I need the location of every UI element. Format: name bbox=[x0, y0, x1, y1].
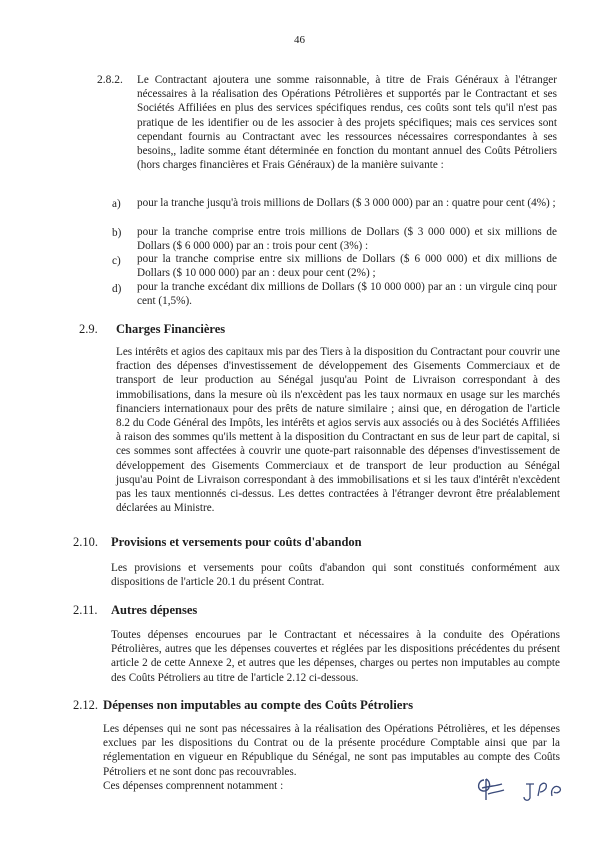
section-number-2-9: 2.9. bbox=[79, 322, 98, 336]
section-number-2-11: 2.11. bbox=[73, 603, 98, 617]
list-item-text: pour la tranche comprise entre six millions de Dollars ($ 6 000 000) et dix millions de Dollars ($ 10 000 000) par an : deux pour cent (2%) ; bbox=[137, 253, 557, 279]
list-item-letter: c) bbox=[112, 255, 121, 267]
list-item-letter: a) bbox=[112, 198, 121, 210]
section-2-8-2-paragraph: Le Contractant ajoutera une somme raisonnable, à titre de Frais Généraux à l'étranger nécessaires à la réalisation des Opérations Pétrolières et supportés par le Contractant et ses Sociétés Affiliées en plus des services spécifiques rendus, ces coûts sont tels qu'il n'est pas pratique de les identifier ou de les associer à des projets spécifiques; mais ces services sont cependant fournis au Contractant avec les ressources nécessaires correspondantes à ses besoins,, ladite somme étant déterminée en fonction du montant annuel des Coûts Pétroliers (hors charges financières et Frais Généraux) de la manière suivante : bbox=[137, 74, 557, 172]
list-item-letter: b) bbox=[112, 227, 122, 239]
section-2-12-paragraph: Les dépenses qui ne sont pas nécessaires à la réalisation des Opérations Pétrolières, et les dépenses exclues par les dispositions du Contrat ou de la présente procédure Comptable ainsi que par la réglementation en vigueur en République du Sénégal, ne sont pas imputables au compte des Coûts Pétroliers et ne sont donc pas recouvrables. bbox=[103, 723, 560, 778]
list-item-text: pour la tranche excédant dix millions de Dollars ($ 10 000 000) par an : un virgule cinq pour cent (1,5%). bbox=[137, 281, 557, 307]
section-heading-2-10: Provisions et versements pour coûts d'abandon bbox=[111, 535, 362, 549]
section-heading-2-9: Charges Financières bbox=[116, 322, 226, 336]
section-2-12-paragraph-2: Ces dépenses comprennent notamment : bbox=[103, 780, 284, 792]
section-heading-2-12: Dépenses non imputables au compte des Coûts Pétroliers bbox=[103, 698, 414, 712]
section-heading-2-11: Autres dépenses bbox=[111, 603, 198, 617]
page-number: 46 bbox=[294, 34, 305, 46]
section-2-10-paragraph: Les provisions et versements pour coûts d'abandon qui sont constitués conformément aux dispositions de l'article 20.1 du présent Contrat. bbox=[111, 562, 560, 589]
section-number-2-12: 2.12. bbox=[73, 698, 98, 712]
list-item-letter: d) bbox=[112, 283, 122, 295]
section-number-2-10: 2.10. bbox=[73, 535, 98, 549]
section-2-11-paragraph: Toutes dépenses encourues par le Contractant et nécessaires à la conduite des Opérations Pétrolières, autres que les dépenses couvertes et réglées par les dispositions précédentes du présent article 2 de cette Annexe 2, et autres que les dépenses, charges ou pertes non imputables au compte des Coûts Pétroliers au titre de l'article 2.12 ci-dessous. bbox=[111, 629, 560, 684]
list-item-text: pour la tranche comprise entre trois millions de Dollars ($ 3 000 000) et six millions de Dollars ($ 6 000 000) par an : trois pour cent (3%) : bbox=[137, 226, 557, 252]
section-number-2-8-2: 2.8.2. bbox=[97, 74, 123, 86]
handwritten-initials bbox=[470, 770, 580, 806]
section-2-9-paragraph: Les intérêts et agios des capitaux mis par des Tiers à la disposition du Contractant pour couvrir une fraction des dépenses d'investissement de développement des Gisements Commerciaux et de transport de leur production au Sénégal jusqu'au Point de Livraison correspondant à des immobilisations, dans la mesure où ils n'excèdent pas les taux normaux en usage sur les marchés financiers internationaux pour des prêts de nature similaire ; ainsi que, en dérogation de l'article 8.2 du Code Général des Impôts, les intérêts et agios servis aux associés ou à des Sociétés Affiliées à raison des sommes qu'ils mettent à la disposition du Contractant en sus de leur part de capital, si ces sommes sont affectées à couvrir une quote-part raisonnable des dépenses d'investissement de développement des Gisements Commerciaux et de transport de leur production au Sénégal jusqu'au Point de Livraison correspondant à des immobilisations et si les taux d'intérêt n'excèdent pas les taux mentionnés ci-dessus. Les dettes contractées à l'étranger devront être préalablement déclarées au Ministre. bbox=[116, 346, 560, 515]
list-item-text: pour la tranche jusqu'à trois millions de Dollars ($ 3 000 000) par an : quatre pour cent (4%) ; bbox=[137, 197, 556, 209]
